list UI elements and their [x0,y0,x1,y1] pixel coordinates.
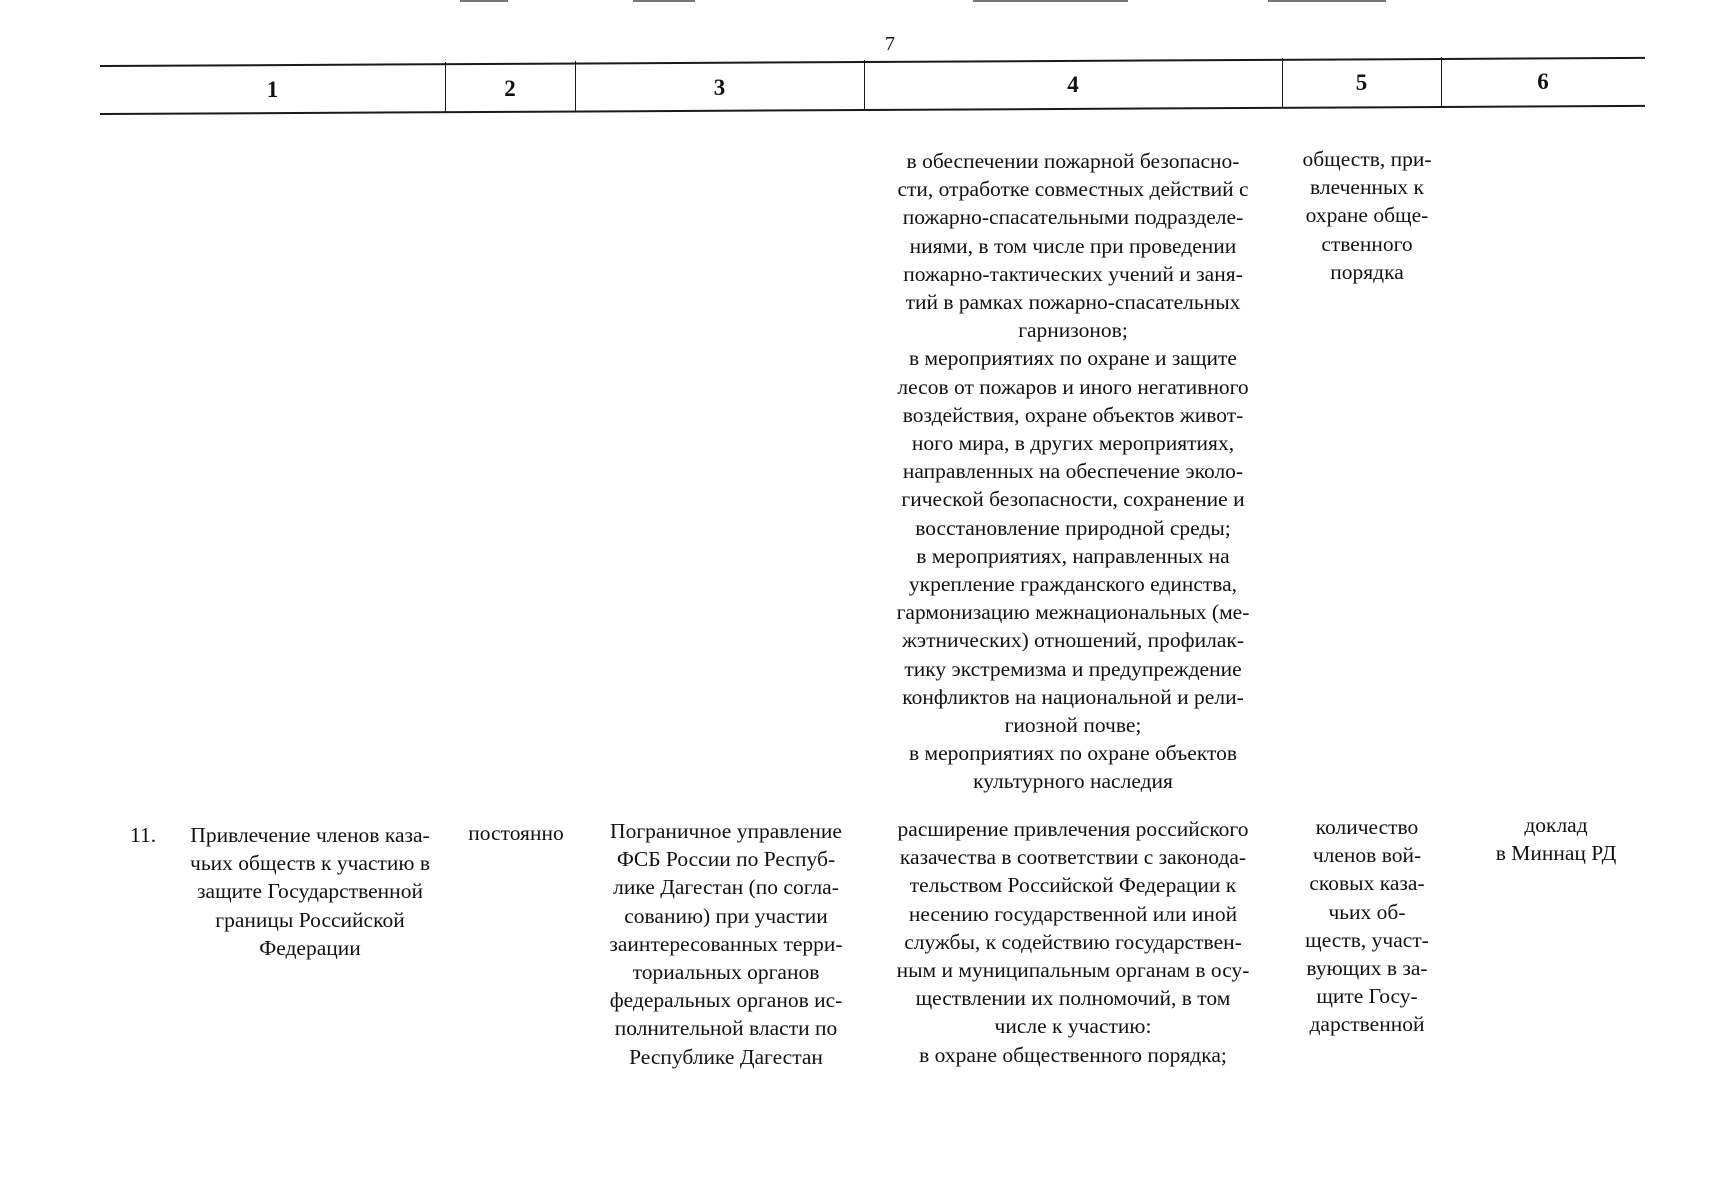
cell-col2: постоянно [468,821,564,845]
header-top-rule [100,57,1645,67]
scan-edge-mark [460,0,508,2]
column-header-5: 5 [1355,70,1368,95]
header-bottom-rule [100,105,1645,115]
scan-edge-mark [633,0,695,2]
cell-col1: Привлечение членов каза- чьих обществ к участию в защите Государственной границы Российской Федерации [190,823,430,960]
column-header-4: 4 [1067,72,1079,97]
cell-col4: в обеспечении пожарной безопасно- сти, отработке совместных действий с пожарно-спасательными подразделе- ниями, в том числе при проведении пожарно-тактических учений и заня- тий в рамках пожарно-спасательных гарнизонов; в мероприятиях по охране и защите лесов от пожаров и иного негативного воздействия, охране объектов живот- ного мира, в других мероприятиях, направленных на обеспечение эколо- гической безопасности, сохранение и восстановление природной среды; в мероприятиях, направленных на укрепление гражданского единства, гармонизацию межнациональных (ме- жэтнических) отношений, профилак- тику экстремизма и предупреждение конфликтов на национальной и рели- гиозной почве; в мероприятиях по охране объектов культурного наследия [896,149,1250,794]
column-header-3: 3 [713,75,726,100]
page-number: 7 [885,33,895,55]
row-number: 11. [130,823,157,847]
scan-edge-mark [1268,0,1386,2]
column-header-2: 2 [504,76,516,101]
column-header-1: 1 [266,77,279,102]
cell-col5: обществ, при- влеченных к охране обще- ственного порядка [1302,147,1432,284]
column-header-6: 6 [1537,69,1549,94]
cell-col3: Пограничное управление ФСБ России по Респуб- лике Дагестан (по согла- сованию) при участии заинтересованных терри- ториальных органов федеральных органов ис- полнительной власти по Республике Дагестан [609,819,843,1069]
scan-edge-mark [973,0,1128,2]
cell-col5: количество членов вой- сковых каза- чьих об- ществ, участ- вующих в за- щите Госу- дарственной [1305,815,1429,1037]
cell-col4: расширение привлечения российского казачества в соответствии с законода- тельством Российской Федерации к несению государственной или иной службы, к содействию государствен- ным и муниципальным органам в осу- ществлении их полномочий, в том числе к участию: в охране общественного порядка; [896,817,1250,1067]
cell-col6: доклад в Миннац РД [1495,813,1617,866]
